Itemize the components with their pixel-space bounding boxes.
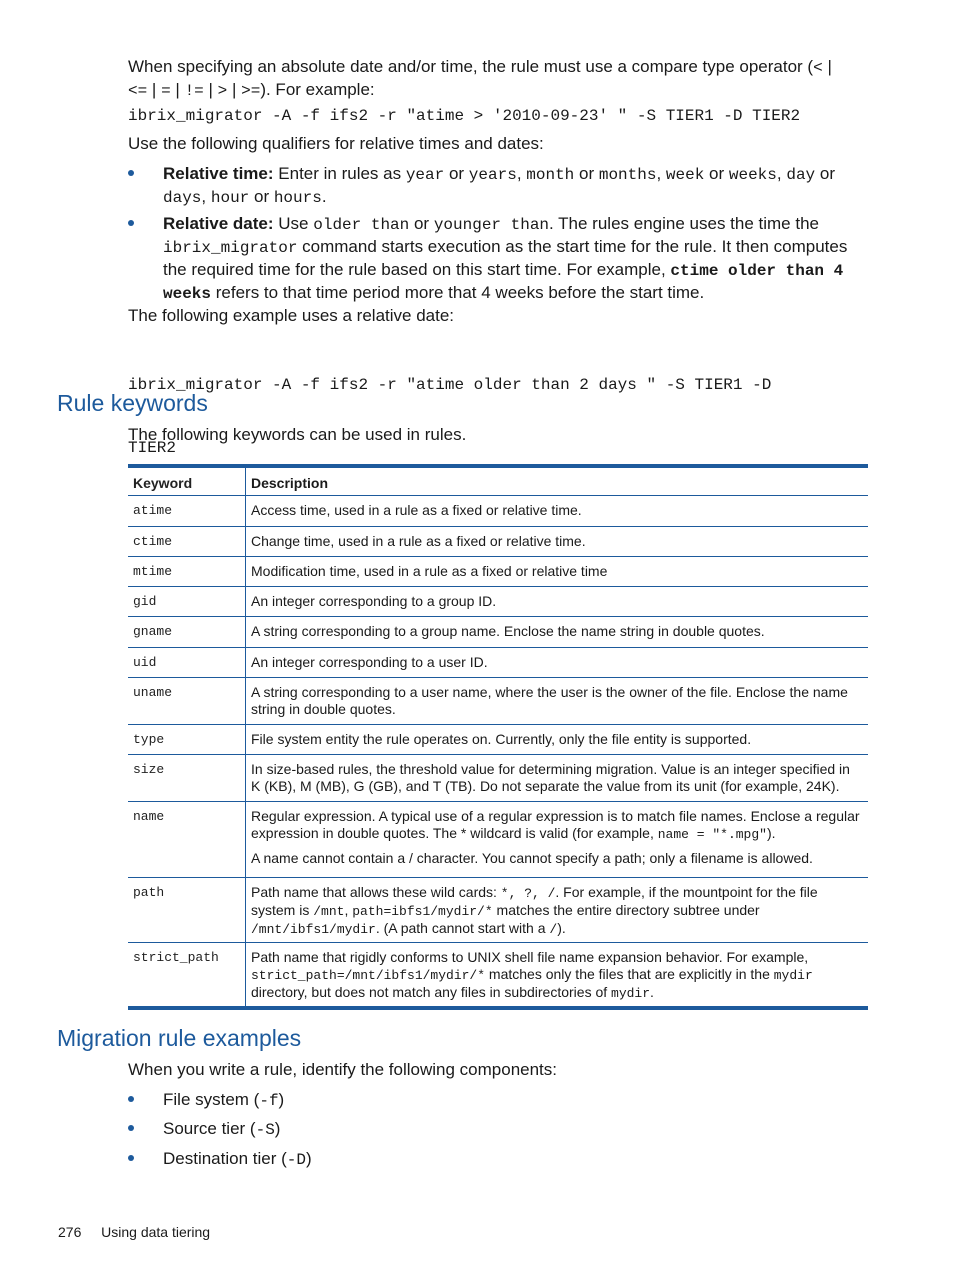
keyword-cell: type [128, 725, 246, 754]
component-source-tier: Source tier (-S) [163, 1119, 281, 1139]
description-cell: An integer corresponding to a group ID. [251, 593, 497, 609]
description-cell: Path name that allows these wild cards: *, ?, /. For example, if the mountpoint for the file system is /mnt, path=ibfs1/mydir/* matches the entire directory subtree under /mnt/ibfs1/mydir. (A path cannot start with a /). [251, 884, 818, 937]
header-keyword: Keyword [128, 468, 246, 495]
code-example-absolute: ibrix_migrator -A -f ifs2 -r "atime > '2010-09-23' " -S TIER1 -D TIER2 [128, 107, 801, 125]
table-row [128, 496, 868, 527]
description-cell: Change time, used in a rule as a fixed or relative time. [251, 533, 586, 549]
page-number: 276 [58, 1224, 82, 1240]
table-row [128, 802, 868, 878]
keyword-cell: ctime [128, 527, 246, 556]
description-cell: A string corresponding to a group name. Enclose the name string in double quotes. [251, 623, 765, 639]
keyword-cell: gid [128, 587, 246, 616]
description-cell: Path name that rigidly conforms to UNIX shell file name expansion behavior. For example, strict_path=/mnt/ibfs1/mydir/* matches only the files that are explicitly in the mydir directory, but does not match any files in subdirectories of mydir. [251, 949, 813, 1001]
qualifiers-intro: Use the following qualifiers for relative times and dates: [128, 134, 544, 153]
keyword-cell: gname [128, 617, 246, 647]
section-heading-rule-keywords: Rule keywords [57, 390, 208, 416]
table-row [128, 755, 868, 802]
component-destination-tier: Destination tier (-D) [163, 1149, 312, 1169]
description-cell: In size-based rules, the threshold value for determining migration. Value is an integer specified in K (KB), M (MB), G (GB), and T (TB). Do not separate the value from its unit (for example, 24K). [251, 761, 850, 794]
component-file-system: File system (-f) [163, 1090, 285, 1110]
bullet-dot [128, 170, 134, 176]
description-cell: An integer corresponding to a user ID. [251, 654, 488, 670]
keyword-cell: size [128, 755, 246, 801]
table-row [128, 878, 868, 943]
description-cell: Access time, used in a rule as a fixed or relative time. [251, 502, 582, 518]
header-description: Description [251, 475, 329, 491]
bullet-dot [128, 1155, 134, 1161]
keyword-cell: path [128, 878, 246, 942]
keyword-cell: uid [128, 648, 246, 677]
bullet-relative-date: Relative date: Use older than or younger than. The rules engine uses the time the ibrix_migrator command starts execution as the start time for the rule. It then computes the required time for the rule based on this start time. For example, ctime older than 4 weeks refers to that time period more that 4 weeks before the start time. [163, 214, 848, 303]
keyword-cell: mtime [128, 557, 246, 586]
table-header-row [128, 468, 868, 496]
description-cell: File system entity the rule operates on. Currently, only the file entity is supported. [251, 731, 752, 747]
table-row [128, 587, 868, 617]
table-row [128, 527, 868, 557]
relative-example-intro: The following example uses a relative date: [128, 306, 455, 325]
keywords-table [128, 464, 868, 1010]
description-cell: A string corresponding to a user name, where the user is the owner of the file. Enclose the name string in double quotes. [251, 684, 848, 717]
rule-keywords-intro: The following keywords can be used in rules. [128, 425, 467, 444]
intro-line-1: When specifying an absolute date and/or time, the rule must use a compare type operator (< | [128, 57, 832, 77]
description-cell: Regular expression. A typical use of a regular expression is to match file names. Enclose a regular expression in double quotes. The * wildcard is valid (for example, name = "*.mpg"). A name cannot contain a / character. You cannot specify a path; only a filename is allowed. [251, 808, 860, 866]
bullet-dot [128, 220, 134, 226]
keyword-cell: strict_path [128, 943, 246, 1006]
section-heading-migration-rule-examples: Migration rule examples [57, 1025, 302, 1051]
table-row [128, 943, 868, 1006]
keyword-cell: name [128, 802, 246, 877]
bullet-dot [128, 1125, 134, 1131]
footer-section-title: Using data tiering [101, 1224, 211, 1240]
table-row [128, 725, 868, 755]
intro-line-2: <= | = | != | > | >=). For example: [128, 80, 375, 100]
code-example-relative: ibrix_migrator -A -f ifs2 -r "atime older than 2 days " -S TIER1 -D TIER2 [128, 376, 772, 457]
keyword-cell: atime [128, 496, 246, 526]
migration-intro: When you write a rule, identify the following components: [128, 1060, 558, 1079]
table-row [128, 648, 868, 678]
intro-paragraph [128, 56, 868, 102]
table-row [128, 617, 868, 648]
bullet-dot [128, 1096, 134, 1102]
table-row [128, 557, 868, 587]
table-row [128, 678, 868, 725]
page-footer [58, 1223, 210, 1241]
bullet-relative-time: Relative time: Enter in rules as year or years, month or months, week or weeks, day or days, hour or hours. [163, 164, 835, 207]
keyword-cell: uname [128, 678, 246, 724]
description-cell: Modification time, used in a rule as a fixed or relative time [251, 563, 608, 579]
